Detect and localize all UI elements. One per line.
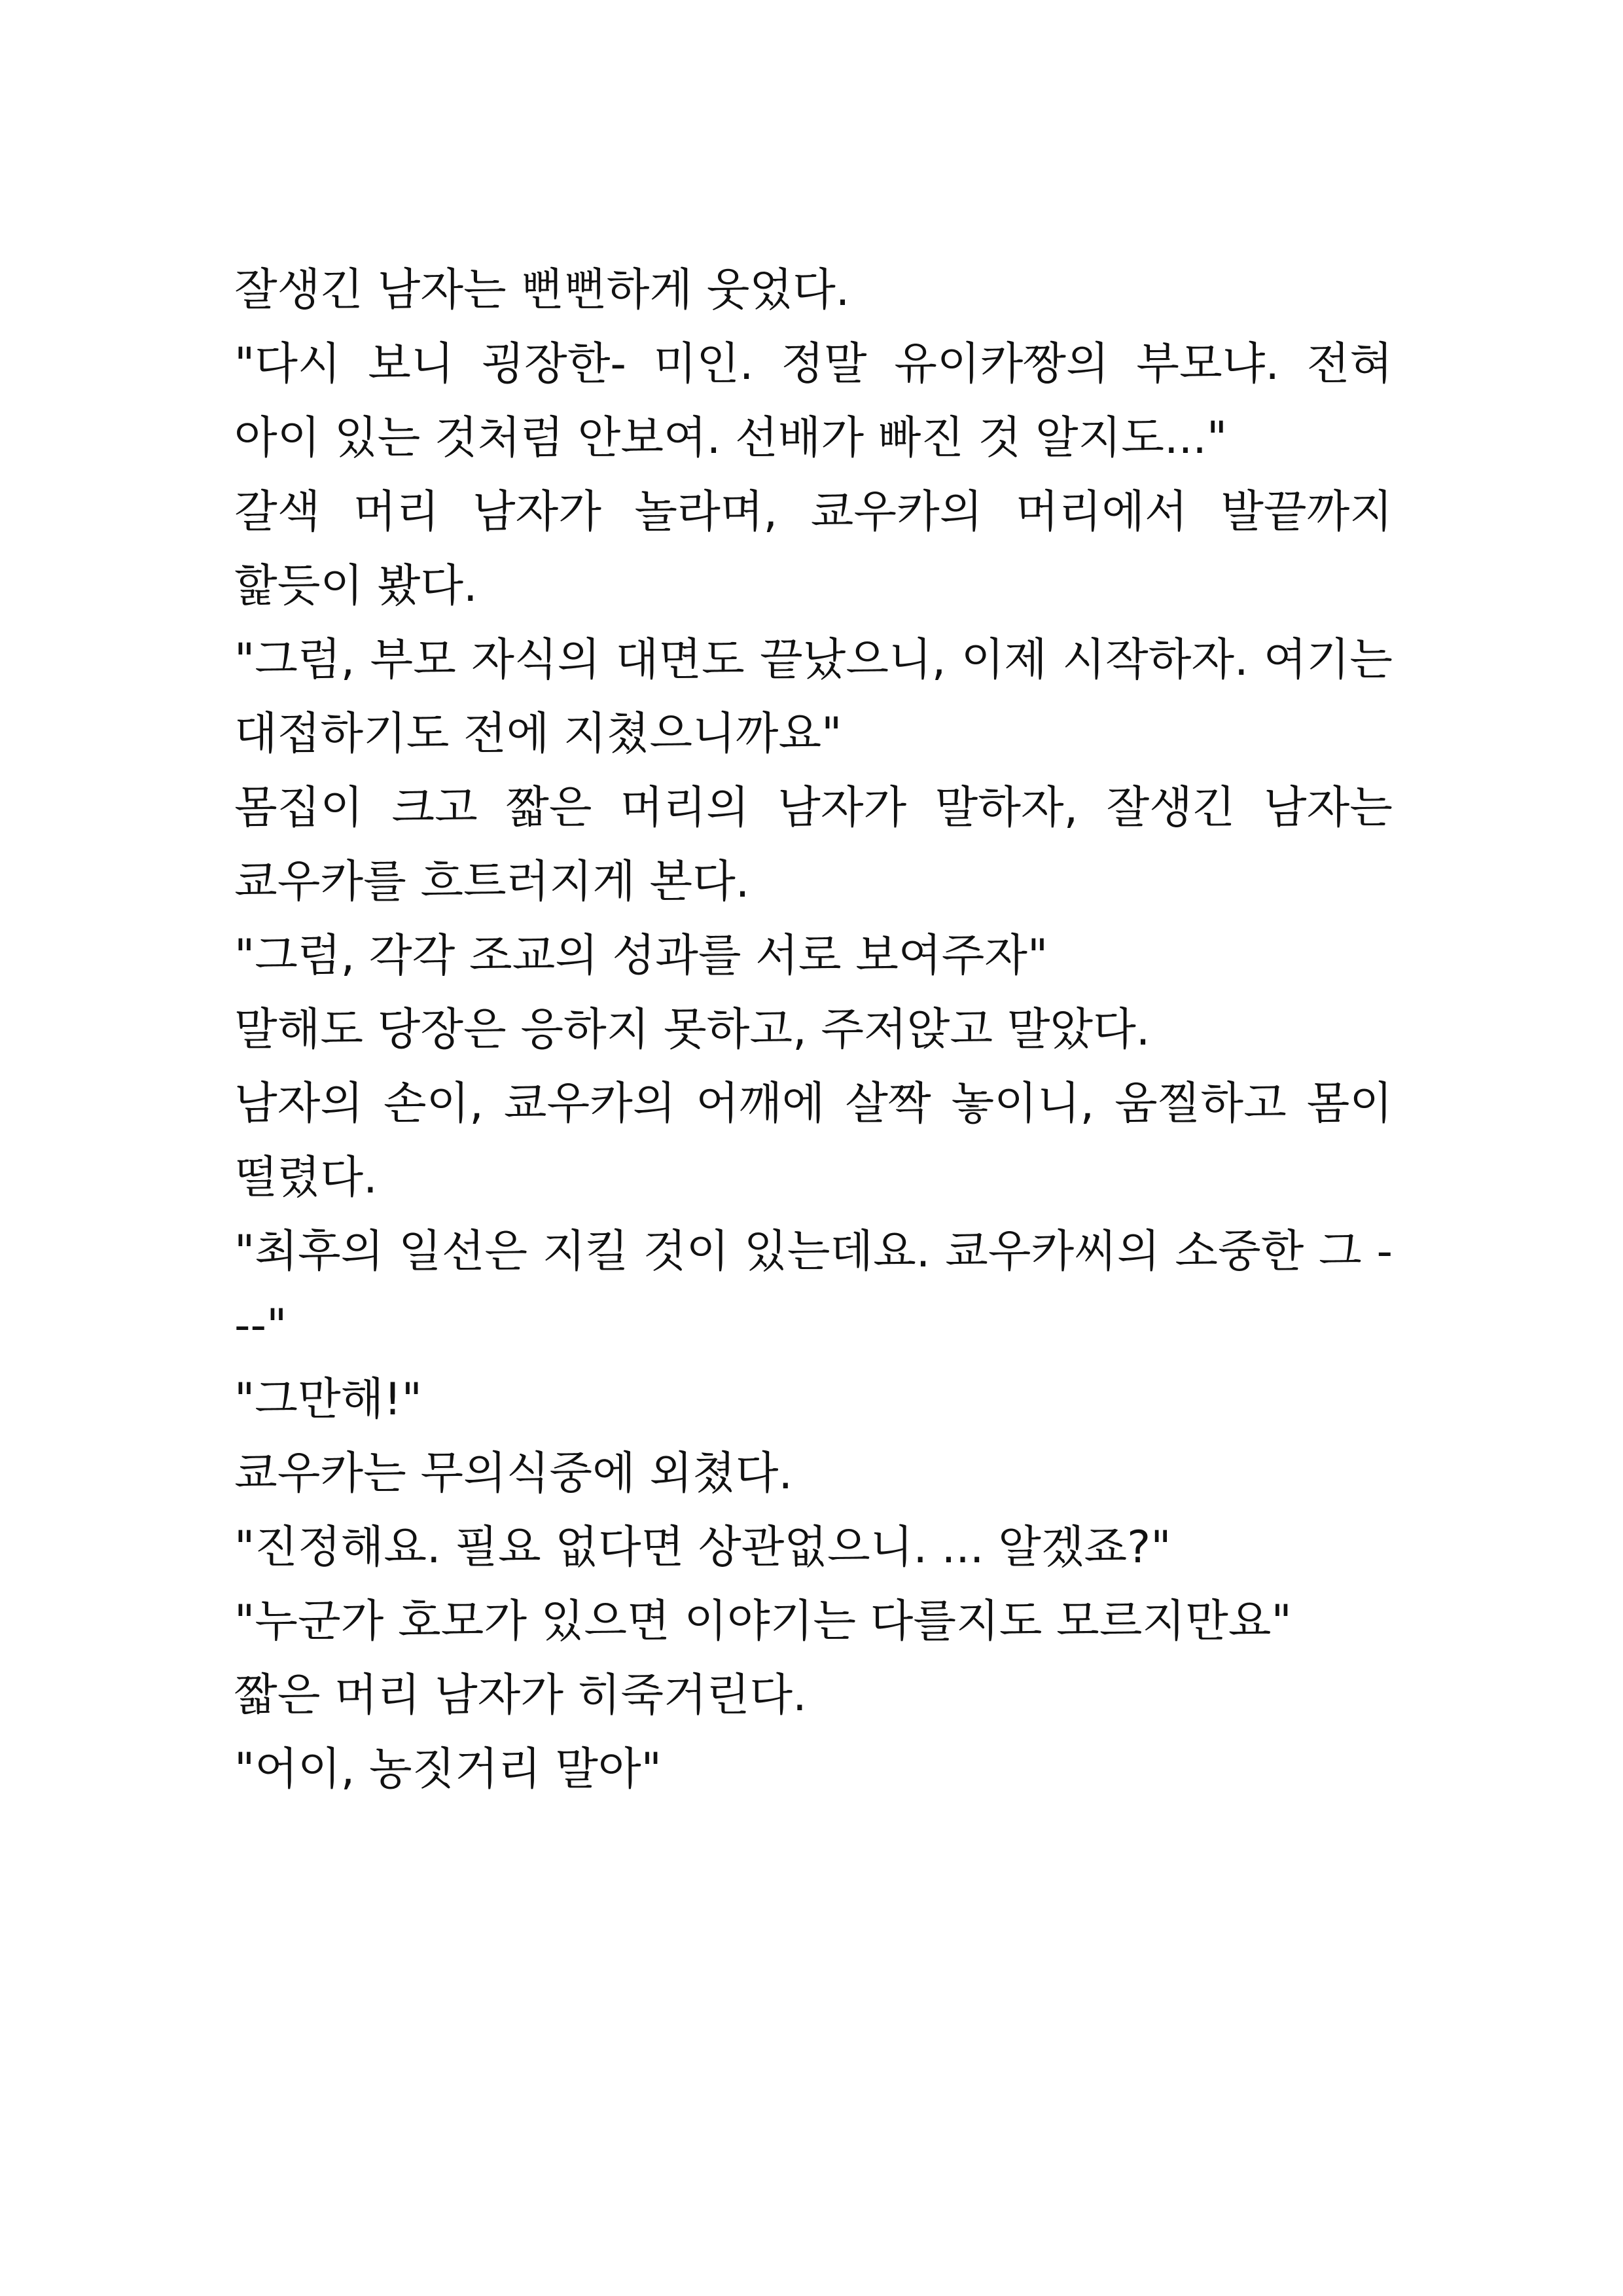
paragraph: "다시 보니 굉장한- 미인. 정말 유이카짱의 부모냐. 전혀 아이 있는 것처럼 안보여. 선배가 빠진 것 알지도..." xyxy=(234,338,1393,464)
paragraph: "어이, 농짓거리 말아" xyxy=(234,1744,662,1795)
paragraph: "최후의 일선은 지킬 것이 있는데요. 쿄우카씨의 소중한 그 ---" xyxy=(234,1226,1393,1352)
story-text xyxy=(234,253,1393,1806)
paragraph: 짧은 머리 남자가 히죽거린다. xyxy=(234,1670,807,1721)
paragraph: 갈색 머리 남자가 놀라며, 쿄우카의 머리에서 발끝까지 핥듯이 봤다. xyxy=(234,486,1393,612)
paragraph: "그럼, 부모 자식의 대면도 끝났으니, 이제 시작하자. 여기는 대접하기도 전에 지쳤으니까요" xyxy=(234,634,1393,760)
paragraph: 남자의 손이, 쿄우카의 어깨에 살짝 놓이니, 움찔하고 몸이 떨렸다. xyxy=(234,1078,1393,1204)
paragraph: 몸집이 크고 짧은 머리의 남자가 말하자, 잘생긴 남자는 쿄우카를 흐트러지게 본다. xyxy=(234,782,1393,908)
paragraph: 쿄우카는 무의식중에 외쳤다. xyxy=(234,1448,793,1499)
paragraph: "누군가 호모가 있으면 이야기는 다를지도 모르지만요" xyxy=(234,1596,1292,1647)
paragraph: 잘생긴 남자는 뻔뻔하게 웃었다. xyxy=(234,264,850,316)
paragraph: "그럼, 각각 조교의 성과를 서로 보여주자" xyxy=(234,930,1048,982)
paragraph: 말해도 당장은 응하지 못하고, 주저앉고 말았다. xyxy=(234,1004,1150,1056)
paragraph: "진정해요. 필요 없다면 상관없으니. ... 알겠죠?" xyxy=(234,1522,1171,1573)
paragraph: "그만해!" xyxy=(234,1374,422,1426)
